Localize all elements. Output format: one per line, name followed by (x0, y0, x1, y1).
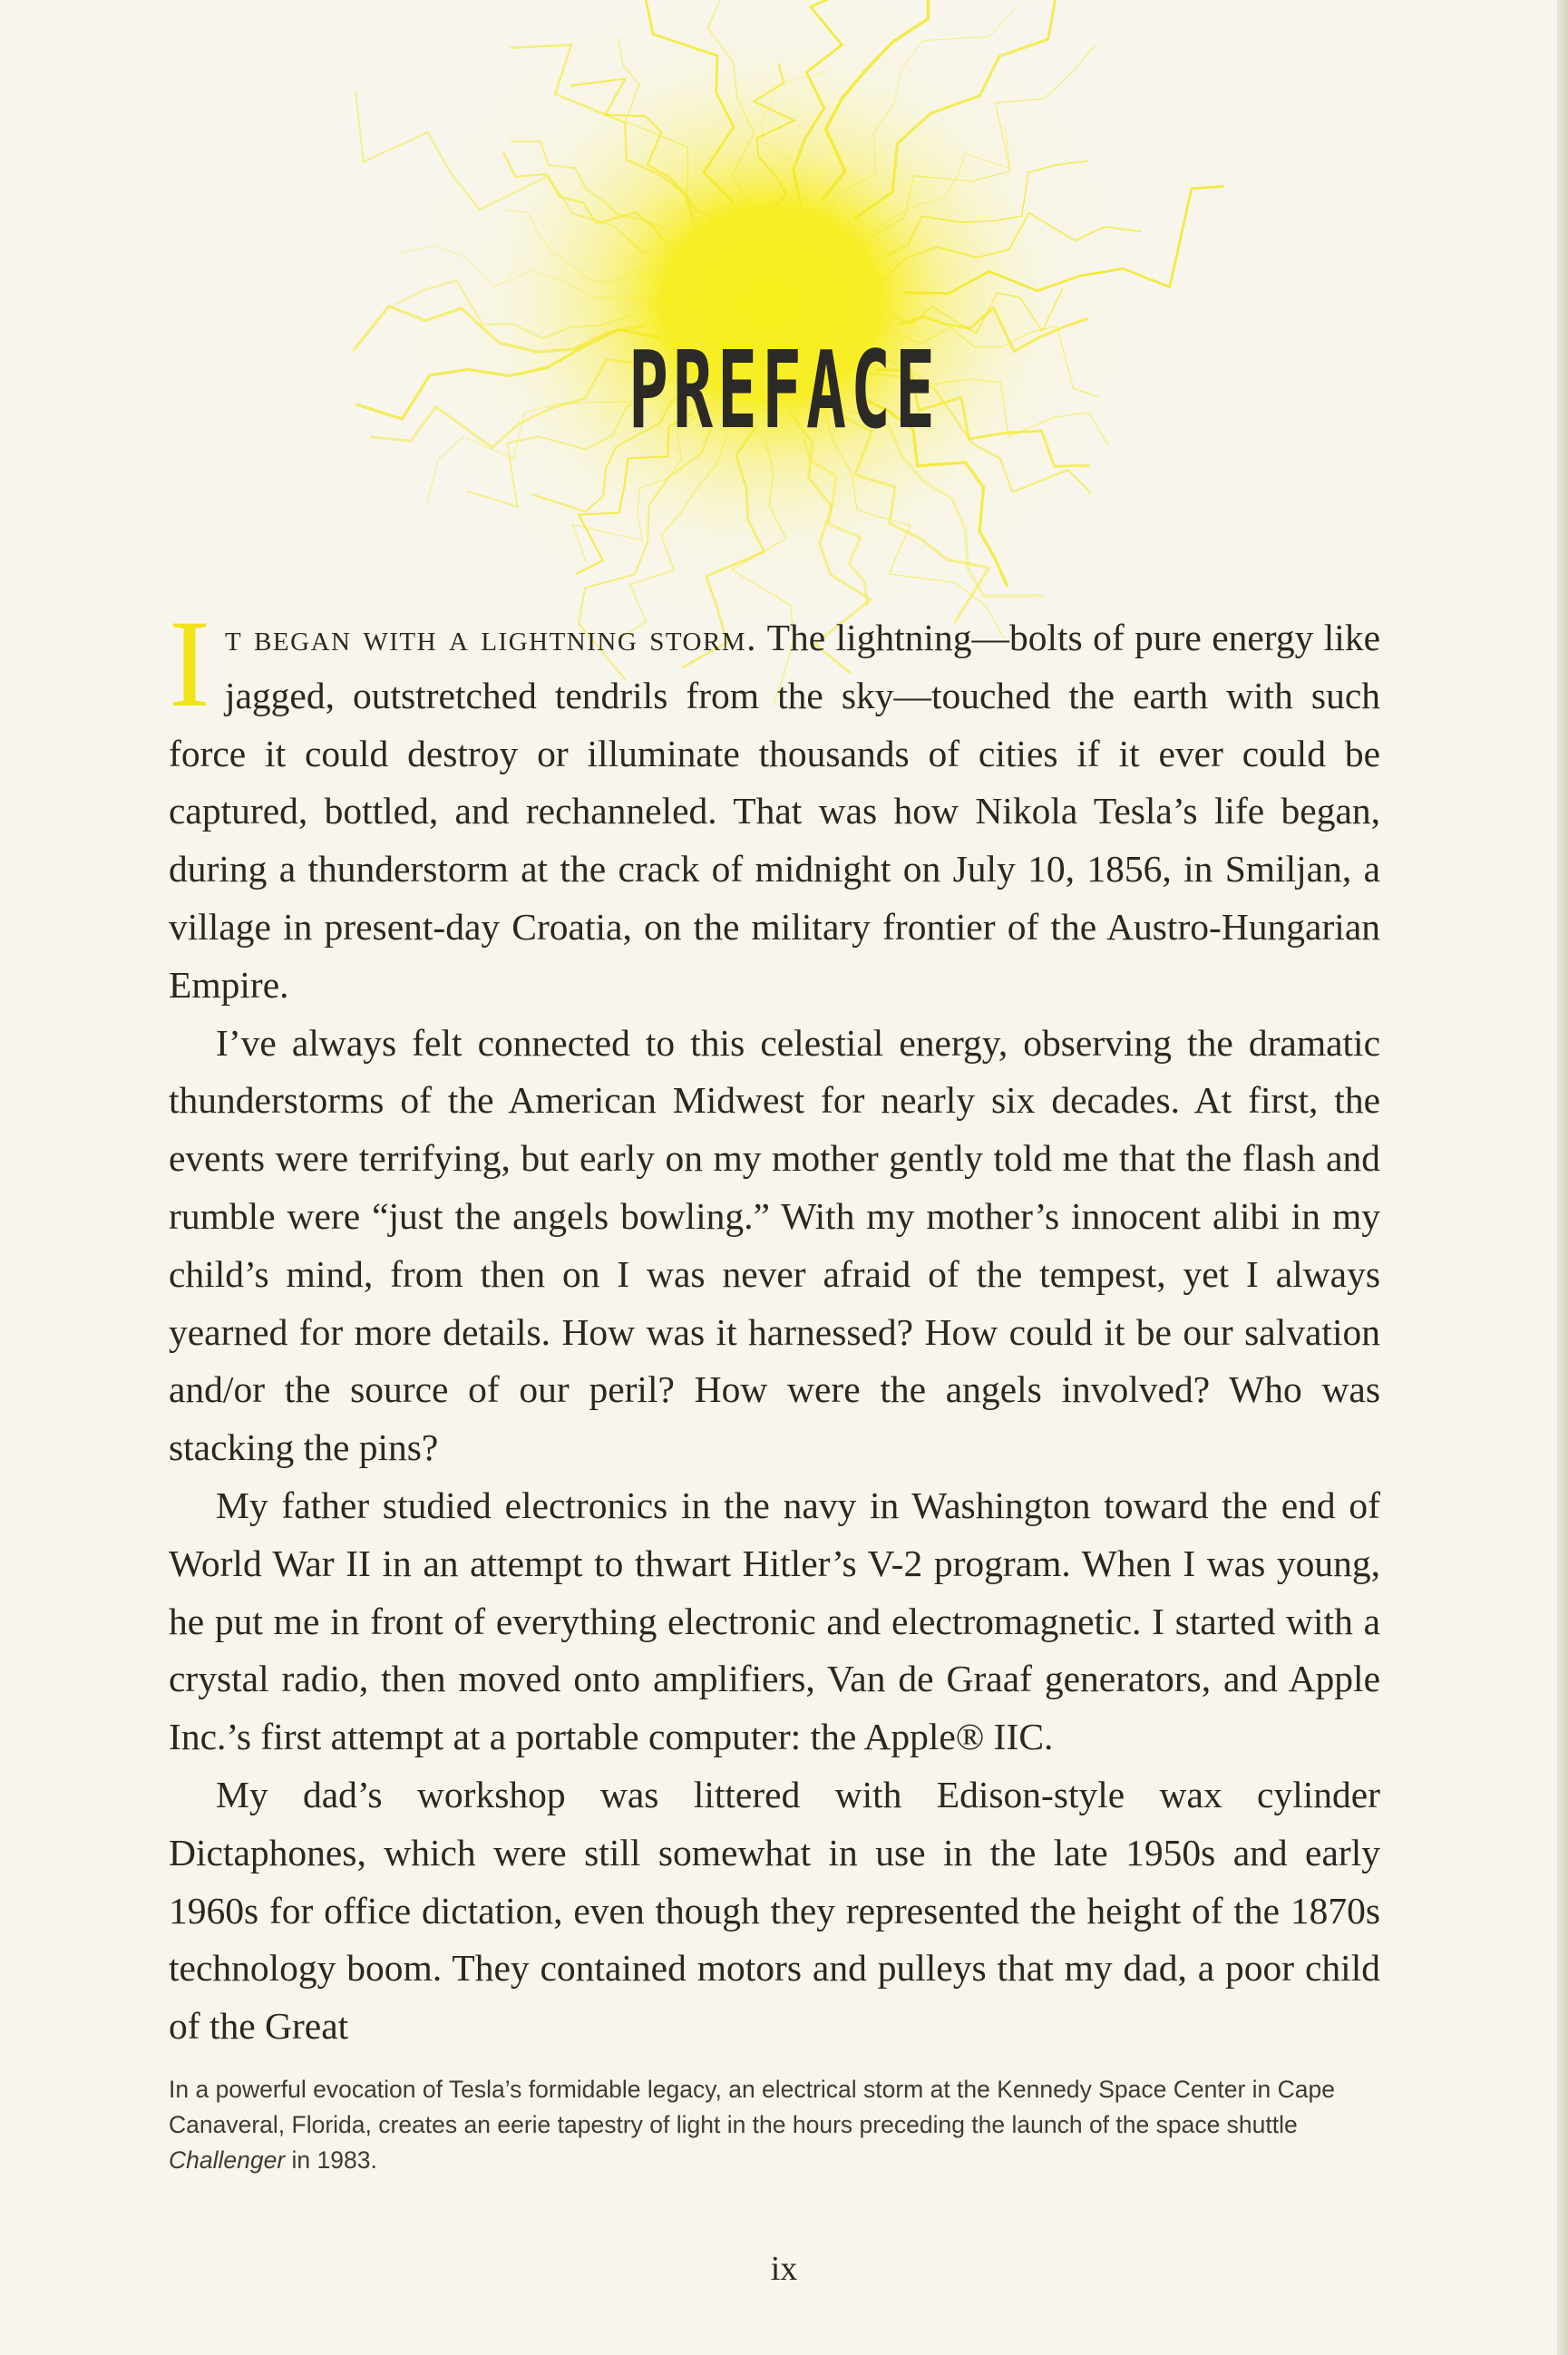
page-title: PREFACE (628, 327, 940, 453)
lead-in-small-caps: t began with a lightning storm. (224, 617, 757, 658)
body-text (169, 594, 1380, 2056)
paragraph-2: I’ve always felt connected to this celestial energy, observing the dramatic thunderstorms of the American Midwest for nearly six decades. At first, the events were terrifying, but early on my mother gently told me that the flash and rumble were “just the angels bowling.” With my mother’s innocent alibi in my child’s mind, from then on I was never afraid of the tempest, yet I always yearned for more details. How was it harnessed? How could it be our salvation and/or the source of our peril? How were the angels involved? Who was stacking the pins? (169, 1021, 1380, 1469)
paragraph-3: My father studied electronics in the navy in Washington toward the end of World War II in an attempt to thwart Hitler’s V-2 program. When I was young, he put me in front of everything electronic and electromagnetic. I started with a crystal radio, then moved onto amplifiers, Van de Graaf generators, and Apple Inc.’s first attempt at a portable computer: the Apple® IIC. (169, 1484, 1380, 1758)
paragraph-1 (169, 594, 1380, 1015)
page-edge (1557, 0, 1568, 2355)
caption-text: In a powerful evocation of Tesla’s formidable legacy, an electrical storm at the Kennedy Space Center in Cape Canaveral, Florida, creates an eerie tapestry of light in the hours preceding the launch of the space shuttle (169, 2076, 1335, 2138)
paragraph-4: My dad’s workshop was littered with Edison-style wax cylinder Dictaphones, which were still somewhat in use in the late 1950s and early 1960s for office dictation, even though they represented the height of the 1870s technology boom. They contained motors and pulleys that my dad, a poor child of the Great (169, 1773, 1380, 2048)
photo-caption (169, 2072, 1366, 2178)
paragraph-1-text: The lightning—bolts of pure energy like jagged, outstretched tendrils from the sky—touched the earth with such force it could destroy or illuminate thousands of cities if it ever could be captured, bottled, and rechanneled. That was how Nikola Tesla’s life began, during a thunderstorm at the crack of midnight on July 10, 1856, in Smiljan, a village in present-day Croatia, on the military frontier of the Austro-Hungarian Empire. (169, 617, 1380, 1006)
caption-end: in 1983. (285, 2146, 377, 2174)
page-number: ix (770, 2250, 798, 2288)
caption-italic: Challenger (169, 2146, 286, 2174)
drop-cap: I (169, 594, 210, 733)
